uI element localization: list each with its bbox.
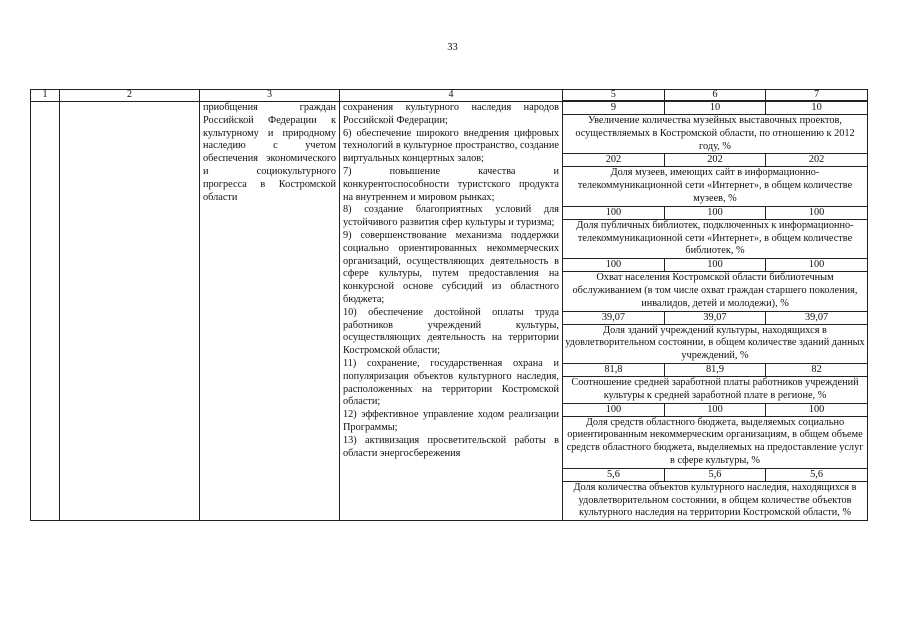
task-item: сохранения культурного наследия народов Российской Федерации;	[343, 102, 559, 126]
col-number-1: 1	[31, 90, 60, 102]
target-value-col6: 5,6	[664, 468, 765, 481]
target-description: Доля музеев, имеющих сайт в информационно-телекоммуникационной сети «Интернет», в общем количестве музеев, %	[563, 167, 867, 206]
task-item: 12) эффективное управление ходом реализации Программы;	[343, 409, 559, 433]
target-value-col7: 100	[766, 206, 867, 219]
target-value-col5: 202	[563, 154, 664, 167]
col-number-3: 3	[200, 90, 340, 102]
col-number-5-7-cell	[563, 90, 868, 102]
cell-col3-goal-text: приобщения граждан Российской Федерации к культурному и природному наследию с учетом обеспечения экономического и социокультурного прогресса в Костромской области	[200, 102, 340, 521]
target-value-col7: 100	[766, 403, 867, 416]
target-value-col5: 100	[563, 403, 664, 416]
target-values-row	[563, 259, 867, 272]
target-description-row	[563, 115, 867, 154]
target-value-col5: 9	[563, 102, 664, 115]
target-description: Доля зданий учреждений культуры, находящихся в удовлетворительном состоянии, в общем количестве зданий данных учреждений, %	[563, 324, 867, 363]
task-item: 8) создание благоприятных условий для устойчивого развития сфер культуры и туризма;	[343, 204, 559, 229]
target-description: Доля средств областного бюджета, выделяемых социально ориентированным некоммерческим организациям, в общем объеме средств областного бюджета, выделяемых на предоставление услуг в сфере культуры, %	[563, 416, 867, 468]
target-values-row	[563, 403, 867, 416]
task-item: 6) обеспечение широкого внедрения цифровых технологий в культурное пространство, создание виртуальных концертных залов;	[343, 127, 559, 165]
col-number-2: 2	[60, 90, 200, 102]
target-value-col7: 82	[766, 363, 867, 376]
target-value-col5: 39,07	[563, 311, 664, 324]
target-value-col6: 10	[664, 102, 765, 115]
task-item: 7) повышение качества и конкурентоспособности туристского продукта на внутреннем и мировом рынках;	[343, 165, 559, 203]
cell-col2	[60, 102, 200, 521]
target-description-row	[563, 324, 867, 363]
program-table	[30, 89, 868, 521]
target-values-row	[563, 154, 867, 167]
col-number-5-7	[563, 90, 867, 101]
task-item: 10) обеспечение достойной оплаты труда работников учреждений культуры, осуществляющих деятельность на территории Костромской области;	[343, 306, 559, 357]
target-description-row	[563, 219, 867, 258]
target-value-col6: 100	[664, 206, 765, 219]
page-number: 33	[447, 42, 458, 53]
cell-targets	[563, 102, 868, 521]
target-value-col7: 5,6	[766, 468, 867, 481]
col-number-6: 6	[664, 90, 765, 101]
task-item: 9) совершенствование механизма поддержки социально ориентированных некоммерческих организаций, осуществляющих деятельность в сфере культуры, путем предоставления на конкурсной основе субсидий из областного бюджета;	[343, 229, 559, 305]
target-value-col5: 100	[563, 259, 664, 272]
target-values-row	[563, 311, 867, 324]
task-item: 11) сохранение, государственная охрана и популяризация объектов культурного наследия, расположенных на территории Костромской области;	[343, 357, 559, 408]
target-value-col6: 202	[664, 154, 765, 167]
cell-col1	[31, 102, 60, 521]
target-description-row	[563, 167, 867, 206]
target-description-row	[563, 481, 867, 520]
targets-table	[563, 102, 867, 520]
cell-col4-tasks	[340, 102, 563, 521]
target-value-col5: 100	[563, 206, 664, 219]
target-description-row	[563, 376, 867, 403]
col-number-4: 4	[340, 90, 563, 102]
target-values-row	[563, 206, 867, 219]
col-number-5: 5	[563, 90, 664, 101]
target-value-col6: 100	[664, 403, 765, 416]
target-description-row	[563, 416, 867, 468]
target-description: Доля количества объектов культурного наследия, находящихся в удовлетворительном состоянии, в общем количестве объектов культурного наследия на территории Костромской области, %	[563, 481, 867, 520]
target-value-col6: 81,9	[664, 363, 765, 376]
target-value-col6: 100	[664, 259, 765, 272]
target-value-col5: 81,8	[563, 363, 664, 376]
target-value-col7: 39,07	[766, 311, 867, 324]
target-description: Увеличение количества музейных выставочных проектов, осуществляемых в Костромской области, по отношению к 2012 году, %	[563, 115, 867, 154]
target-value-col7: 10	[766, 102, 867, 115]
target-description: Охват населения Костромской области библиотечным обслуживанием (в том числе охват граждан старшего поколения, инвалидов, детей и молодежи), %	[563, 272, 867, 311]
target-value-col7: 100	[766, 259, 867, 272]
target-value-col5: 5,6	[563, 468, 664, 481]
col-number-7: 7	[766, 90, 867, 101]
target-description: Соотношение средней заработной платы работников учреждений культуры к средней заработной плате в регионе, %	[563, 376, 867, 403]
target-description: Доля публичных библиотек, подключенных к информационно-телекоммуникационной сети «Интернет», в общем количестве библиотек, %	[563, 219, 867, 258]
target-values-row	[563, 102, 867, 115]
target-value-col6: 39,07	[664, 311, 765, 324]
column-numbers-row	[31, 90, 868, 102]
target-value-col7: 202	[766, 154, 867, 167]
body-row	[31, 102, 868, 521]
target-description-row	[563, 272, 867, 311]
task-item: 13) активизация просветительской работы в области энергосбережения	[343, 434, 559, 459]
target-values-row	[563, 468, 867, 481]
target-values-row	[563, 363, 867, 376]
